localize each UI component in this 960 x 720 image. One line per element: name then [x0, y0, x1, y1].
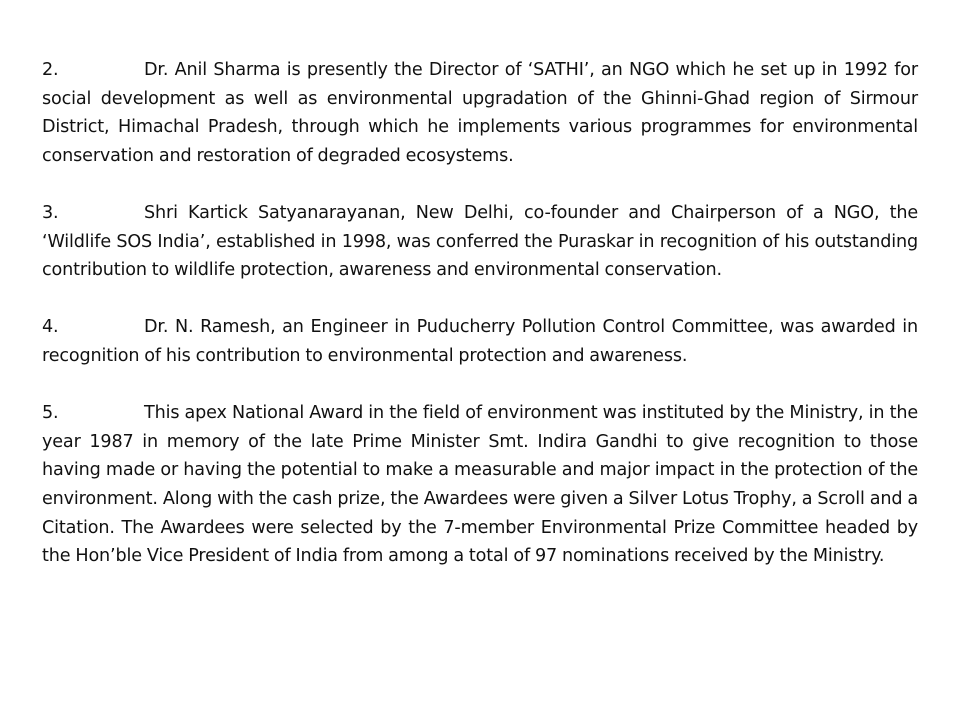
paragraph-4	[42, 313, 918, 370]
paragraph-3	[42, 199, 918, 285]
paragraph-number: 3.	[42, 202, 59, 223]
paragraph-text: This apex National Award in the field of environment was instituted by the Ministry, in the year 1987 in memory of the late Prime Minister Smt. Indira Gandhi to give recognition to those having made or having the potential to make a measurable and major impact in the protection of the environment. Along with the cash prize, the Awardees were given a Silver Lotus Trophy, a Scroll and a Citation. The Awardees were selected by the 7-member Environmental Prize Committee headed by the Hon’ble Vice President of India from among a total of 97 nominations received by the Ministry.	[42, 403, 918, 567]
paragraph-text: Shri Kartick Satyanarayanan, New Delhi, co-founder and Chairperson of a NGO, the ‘Wildlife SOS India’, established in 1998, was conferred the Puraskar in recognition of his outstanding contribution to wildlife protection, awareness and environmental conservation.	[42, 202, 918, 281]
paragraph-number: 5.	[42, 403, 59, 424]
paragraph-2	[42, 56, 918, 170]
paragraph-text: Dr. Anil Sharma is presently the Director of ‘SATHI’, an NGO which he set up in 1992 for social development as well as environmental upgradation of the Ghinni-Ghad region of Sirmour District, Himachal Pradesh, through which he implements various programmes for environmental conservation and restoration of degraded ecosystems.	[42, 60, 918, 166]
paragraph-5	[42, 399, 918, 571]
paragraph-number: 2.	[42, 60, 59, 80]
paragraph-text: Dr. N. Ramesh, an Engineer in Puducherry Pollution Control Committee, was awarded in recognition of his contribution to environmental protection and awareness.	[42, 317, 918, 366]
document-body	[42, 56, 918, 571]
paragraph-number: 4.	[42, 317, 59, 338]
